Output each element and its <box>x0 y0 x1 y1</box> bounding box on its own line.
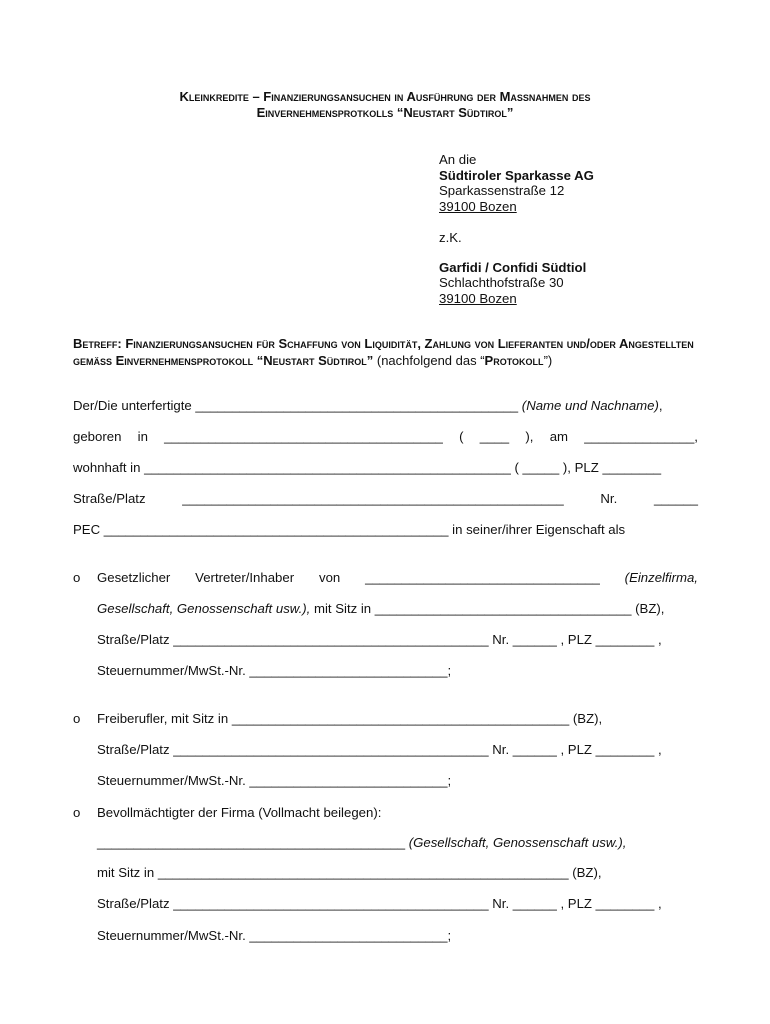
zk-label: z.K. <box>439 230 462 245</box>
option-2-checkbox[interactable]: o <box>73 711 81 726</box>
confidi-street: Schlachthofstraße 30 <box>439 275 564 290</box>
confidi-city: 39100 Bozen <box>439 291 517 306</box>
born-label: geboren <box>73 429 122 444</box>
option-1-checkbox[interactable]: o <box>73 570 81 585</box>
province-open: ( <box>459 429 464 444</box>
confidi-name: Garfidi / Confidi Südtiol <box>439 260 587 275</box>
subject-paragraph <box>73 335 698 369</box>
born-in-label: in <box>137 429 148 444</box>
represented-company-field[interactable]: __________________________________________ <box>97 835 406 850</box>
subject-close: ”) <box>543 353 553 368</box>
birthplace-field[interactable]: ______________________________________ <box>164 429 443 444</box>
bank-street: Sparkassenstraße 12 <box>439 183 565 198</box>
document-title-line-1: Kleinkredite – Finanzierungsansuchen in Ausführung der Maßnahmen des <box>179 89 591 104</box>
subject-protokoll: Protokoll <box>484 353 544 368</box>
document-title-line-2: Einvernehmensprotkolls “Neustart Südtirol” <box>256 105 514 120</box>
residence-line[interactable]: wohnhaft in __________________________________________________ ( _____ ), PLZ ________ <box>73 460 662 475</box>
legal-rep-word-2: Vertreter/Inhaber <box>195 570 295 585</box>
pec-line[interactable]: PEC _______________________________________________ in seiner/ihrer Eigenschaft als <box>73 522 626 537</box>
company-seat-field[interactable]: mit Sitz in ___________________________________ (BZ), <box>310 601 665 616</box>
subject-tail: (nachfolgend das “ <box>373 353 485 368</box>
option-3-company[interactable] <box>97 835 626 851</box>
bank-city: 39100 Bozen <box>439 199 517 214</box>
option-3-street[interactable]: Straße/Platz ___________________________________________ Nr. ______ , PLZ ________ , <box>97 896 662 911</box>
legal-rep-word-1: Gesetzlicher <box>97 570 171 585</box>
street-field[interactable]: ____________________________________________________ <box>182 491 564 506</box>
subject-bold: Betreff: Finanzierungsansuchen für Schaffung von Liquidität, Zahlung von Lieferanten und/oder Angestellten gemäß Einvernehmensprotokoll “Neustart Südtirol” <box>73 336 694 368</box>
option-2-tax[interactable]: Steuernummer/MwSt.-Nr. ___________________________; <box>97 773 452 788</box>
number-label: Nr. <box>600 491 618 506</box>
birth-province-field[interactable]: ____ <box>479 429 510 444</box>
option-3-seat[interactable]: mit Sitz in ________________________________________________________ (BZ), <box>97 865 602 880</box>
bank-name: Südtiroler Sparkasse AG <box>439 168 594 183</box>
legal-rep-word-3: von <box>318 570 341 585</box>
option-1-street[interactable]: Straße/Platz ___________________________________________ Nr. ______ , PLZ ________ , <box>97 632 662 647</box>
undersigned-hint: (Name und Nachname) <box>521 398 659 413</box>
number-field[interactable]: ______ <box>653 491 698 506</box>
birthdate-field[interactable]: _______________, <box>584 429 698 444</box>
undersigned-label: Der/Die unterfertigte ____________________________________________ <box>73 398 519 413</box>
option-1-line-2[interactable] <box>97 601 664 617</box>
street-line[interactable] <box>73 491 698 507</box>
company-type-hint-2: Gesellschaft, Genossenschaft usw.), <box>97 601 311 616</box>
option-3-line-1: Bevollmächtigter der Firma (Vollmacht beilegen): <box>97 805 382 820</box>
option-1-tax[interactable]: Steuernummer/MwSt.-Nr. ___________________________; <box>97 663 452 678</box>
option-2-line-1[interactable]: Freiberufler, mit Sitz in ______________________________________________ (BZ), <box>97 711 603 726</box>
company-name-field[interactable]: ________________________________ <box>365 570 600 585</box>
address-to: An die <box>439 152 477 167</box>
option-1-line-1 <box>97 570 698 586</box>
birthdate-label: am <box>549 429 569 444</box>
option-2-street[interactable]: Straße/Platz ___________________________________________ Nr. ______ , PLZ ________ , <box>97 742 662 757</box>
province-close: ), <box>525 429 534 444</box>
street-label: Straße/Platz <box>73 491 146 506</box>
company-type-hint: (Einzelfirma, <box>624 570 698 585</box>
represented-company-hint: (Gesellschaft, Genossenschaft usw.), <box>408 835 627 850</box>
option-3-tax[interactable]: Steuernummer/MwSt.-Nr. ___________________________; <box>97 928 452 943</box>
birth-line[interactable] <box>73 429 698 445</box>
undersigned-line[interactable] <box>73 398 663 414</box>
option-3-checkbox[interactable]: o <box>73 805 81 820</box>
undersigned-comma: , <box>658 398 663 413</box>
